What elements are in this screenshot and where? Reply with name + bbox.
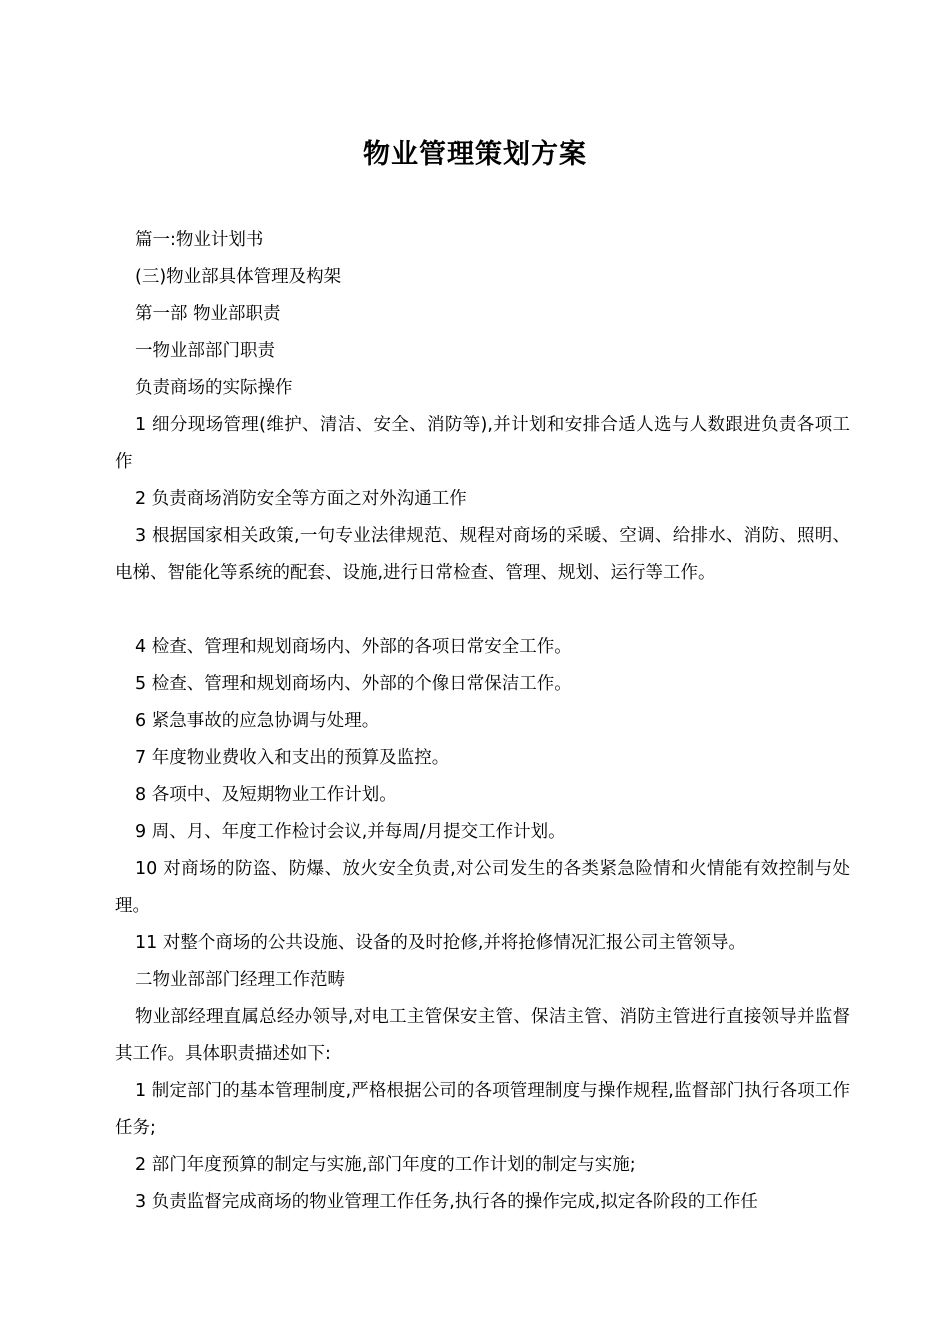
paragraph-item-8: 8 各项中、及短期物业工作计划。 — [135, 785, 397, 805]
paragraph-item-5: 5 检查、管理和规划商场内、外部的个像日常保洁工作。 — [135, 674, 572, 694]
paragraph-item-10: 10 对商场的防盗、防爆、放火安全负责,对公司发生的各类紧急险情和火情能有效控制与处理。 — [115, 859, 850, 916]
paragraph-subsection: (三)物业部具体管理及构架 — [135, 267, 342, 287]
paragraph-item-9: 9 周、月、年度工作检讨会议,并每周/月提交工作计划。 — [135, 822, 566, 842]
paragraph-manager-scope-heading: 二物业部部门经理工作范畴 — [135, 970, 345, 990]
paragraph-item-6: 6 紧急事故的应急协调与处理。 — [135, 711, 380, 731]
paragraph-section-header: 篇一:物业计划书 — [135, 230, 264, 250]
paragraph-manager-item-1: 1 制定部门的基本管理制度,严格根据公司的各项管理制度与操作规程,监督部门执行各项工作任务; — [115, 1081, 850, 1138]
blank-line — [115, 592, 850, 629]
document-title: 物业管理策划方案 — [363, 139, 587, 170]
paragraph-item-4: 4 检查、管理和规划商场内、外部的各项日常安全工作。 — [135, 637, 572, 657]
paragraph-manager-intro: 物业部经理直属总经办领导,对电工主管保安主管、保洁主管、消防主管进行直接领导并监督其工作。具体职责描述如下: — [115, 1007, 850, 1064]
paragraph-dept-duties-heading: 一物业部部门职责 — [135, 341, 275, 361]
paragraph-part-heading: 第一部 物业部职责 — [135, 304, 281, 324]
paragraph-item-11: 11 对整个商场的公共设施、设备的及时抢修,并将抢修情况汇报公司主管领导。 — [135, 933, 746, 953]
paragraph-manager-item-3: 3 负责监督完成商场的物业管理工作任务,执行各的操作完成,拟定各阶段的工作任 — [135, 1192, 758, 1212]
paragraph-manager-item-2: 2 部门年度预算的制定与实施,部门年度的工作计划的制定与实施; — [135, 1155, 636, 1175]
paragraph-item-1: 1 细分现场管理(维护、清洁、安全、消防等),并计划和安排合适人选与人数跟进负责各项工作 — [115, 415, 850, 472]
paragraph-item-3: 3 根据国家相关政策,一句专业法律规范、规程对商场的采暖、空调、给排水、消防、照明、电梯、智能化等系统的配套、设施,进行日常检查、管理、规划、运行等工作。 — [115, 526, 850, 583]
paragraph-duty-intro: 负责商场的实际操作 — [135, 378, 293, 398]
document-body — [115, 222, 850, 1221]
paragraph-item-2: 2 负责商场消防安全等方面之对外沟通工作 — [135, 489, 467, 509]
paragraph-item-7: 7 年度物业费收入和支出的预算及监控。 — [135, 748, 450, 768]
